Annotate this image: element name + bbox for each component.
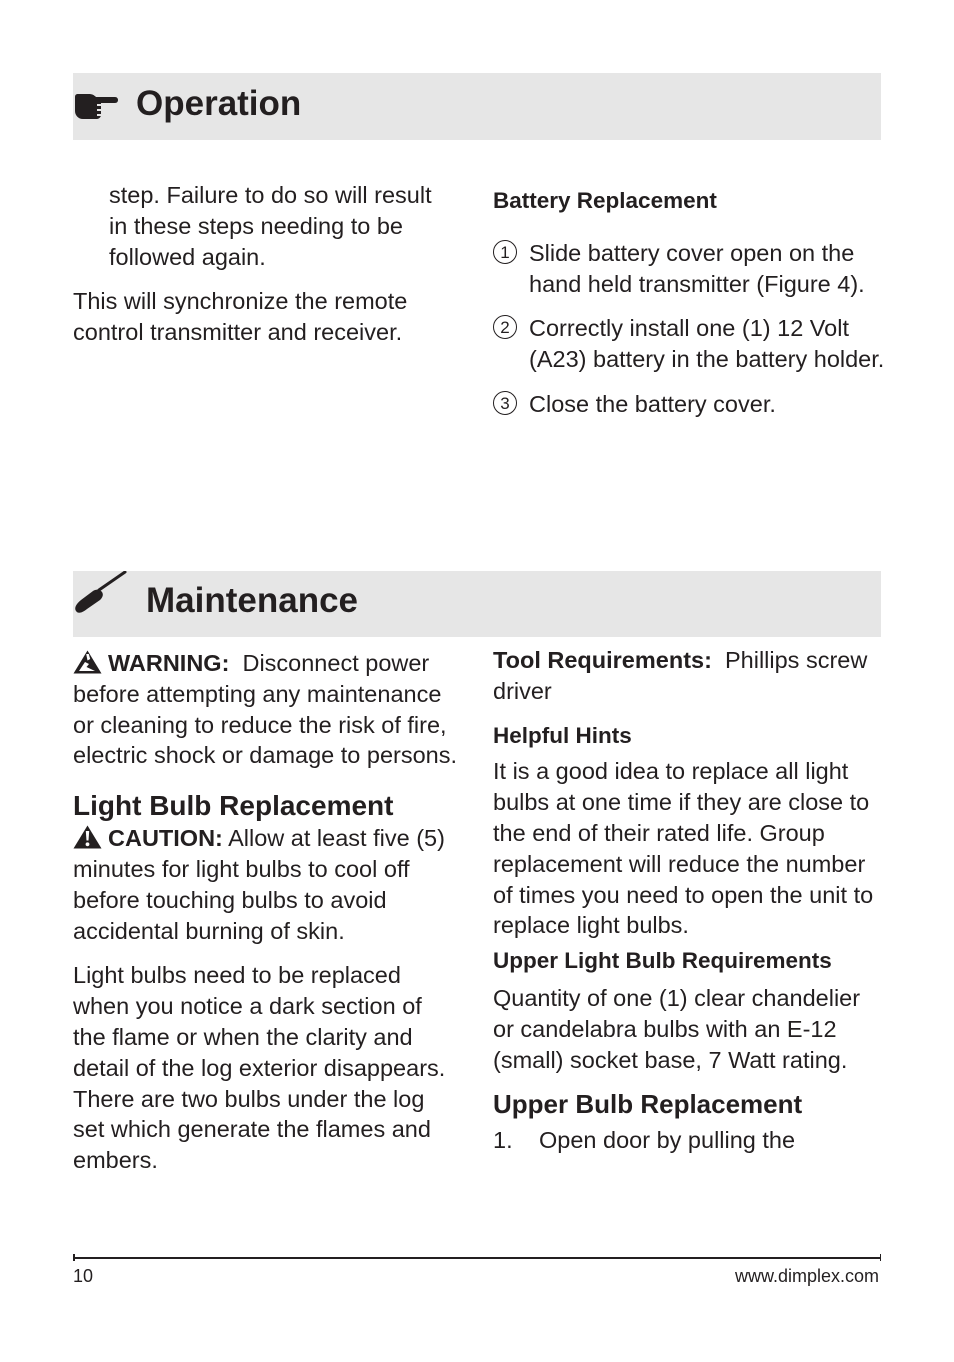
upper-requirements-heading: Upper Light Bulb Requirements xyxy=(493,948,832,974)
maintenance-left-column xyxy=(73,648,458,1176)
pointing-hand-icon xyxy=(73,91,119,121)
warning-text: Disconnect power before attempting any maintenance or cleaning to reduce the risk of fire, electric shock or damage to persons. xyxy=(73,650,458,769)
website-url: www.dimplex.com xyxy=(734,1266,879,1286)
helpful-hints-heading: Helpful Hints xyxy=(493,722,632,748)
step-number-circle: 3 xyxy=(493,391,517,415)
upper-bulb-replacement-heading: Upper Bulb Replacement xyxy=(493,1089,803,1120)
tool-requirements-paragraph xyxy=(493,645,885,707)
light-bulb-replacement-heading: Light Bulb Replacement xyxy=(73,790,394,822)
light-bulb-body: Light bulbs need to be replaced when you notice a dark section of the flame or when the clarity and detail of the log exterior disappears. There are two bulbs under the log set which generate the flames and embers. xyxy=(73,962,446,1174)
footer-rule xyxy=(73,1257,881,1259)
operation-header-band xyxy=(73,73,881,140)
continued-step-text: step. Failure to do so will result in these steps needing to be followed again. xyxy=(109,182,432,270)
warning-triangle-icon xyxy=(73,650,102,674)
operation-title: Operation xyxy=(136,84,302,123)
battery-step-text: Slide battery cover open on the hand held transmitter (Figure 4). xyxy=(529,239,865,297)
battery-step-3 xyxy=(493,389,888,420)
maintenance-right-column xyxy=(493,645,885,1156)
upper-replacement-step-1 xyxy=(493,1125,885,1156)
warning-label: WARNING: xyxy=(108,650,230,676)
sync-text: This will synchronize the remote control transmitter and receiver. xyxy=(73,288,408,346)
caution-text: Allow at least five (5) minutes for light bulbs to cool off before touching bulbs to avoid accidental burning of skin. xyxy=(73,825,445,944)
caution-paragraph xyxy=(73,823,458,946)
battery-step-2 xyxy=(493,313,888,375)
page-number: 10 xyxy=(73,1266,94,1286)
battery-replacement-section xyxy=(493,186,888,420)
battery-replacement-heading: Battery Replacement xyxy=(493,188,717,213)
operation-left-column xyxy=(73,180,453,348)
warning-paragraph xyxy=(73,648,458,771)
tool-requirements-label: Tool Requirements: xyxy=(493,647,712,673)
step-number-circle: 1 xyxy=(493,240,517,264)
step-number: 1. xyxy=(493,1127,513,1154)
maintenance-title: Maintenance xyxy=(146,581,358,620)
caution-triangle-icon xyxy=(73,825,102,849)
maintenance-header-band xyxy=(73,571,881,637)
screwdriver-icon xyxy=(73,571,129,615)
step-text: Open door by pulling the xyxy=(539,1127,796,1154)
helpful-hints-text: It is a good idea to replace all light bulbs at one time if they are close to the end of their rated life. Group replacement will reduce the number of times you need to open the unit to replace light bulbs. xyxy=(493,758,874,939)
battery-step-text: Correctly install one (1) 12 Volt (A23) battery in the battery holder. xyxy=(529,315,885,373)
upper-requirements-text: Quantity of one (1) clear chandelier or candelabra bulbs with an E-12 (small) socket base, 7 Watt rating. xyxy=(493,984,861,1073)
battery-step-1 xyxy=(493,238,888,300)
battery-step-text: Close the battery cover. xyxy=(529,390,776,417)
step-number-circle: 2 xyxy=(493,315,517,339)
tool-requirements-text: Phillips screw driver xyxy=(493,647,868,704)
caution-label: CAUTION: xyxy=(108,825,223,852)
